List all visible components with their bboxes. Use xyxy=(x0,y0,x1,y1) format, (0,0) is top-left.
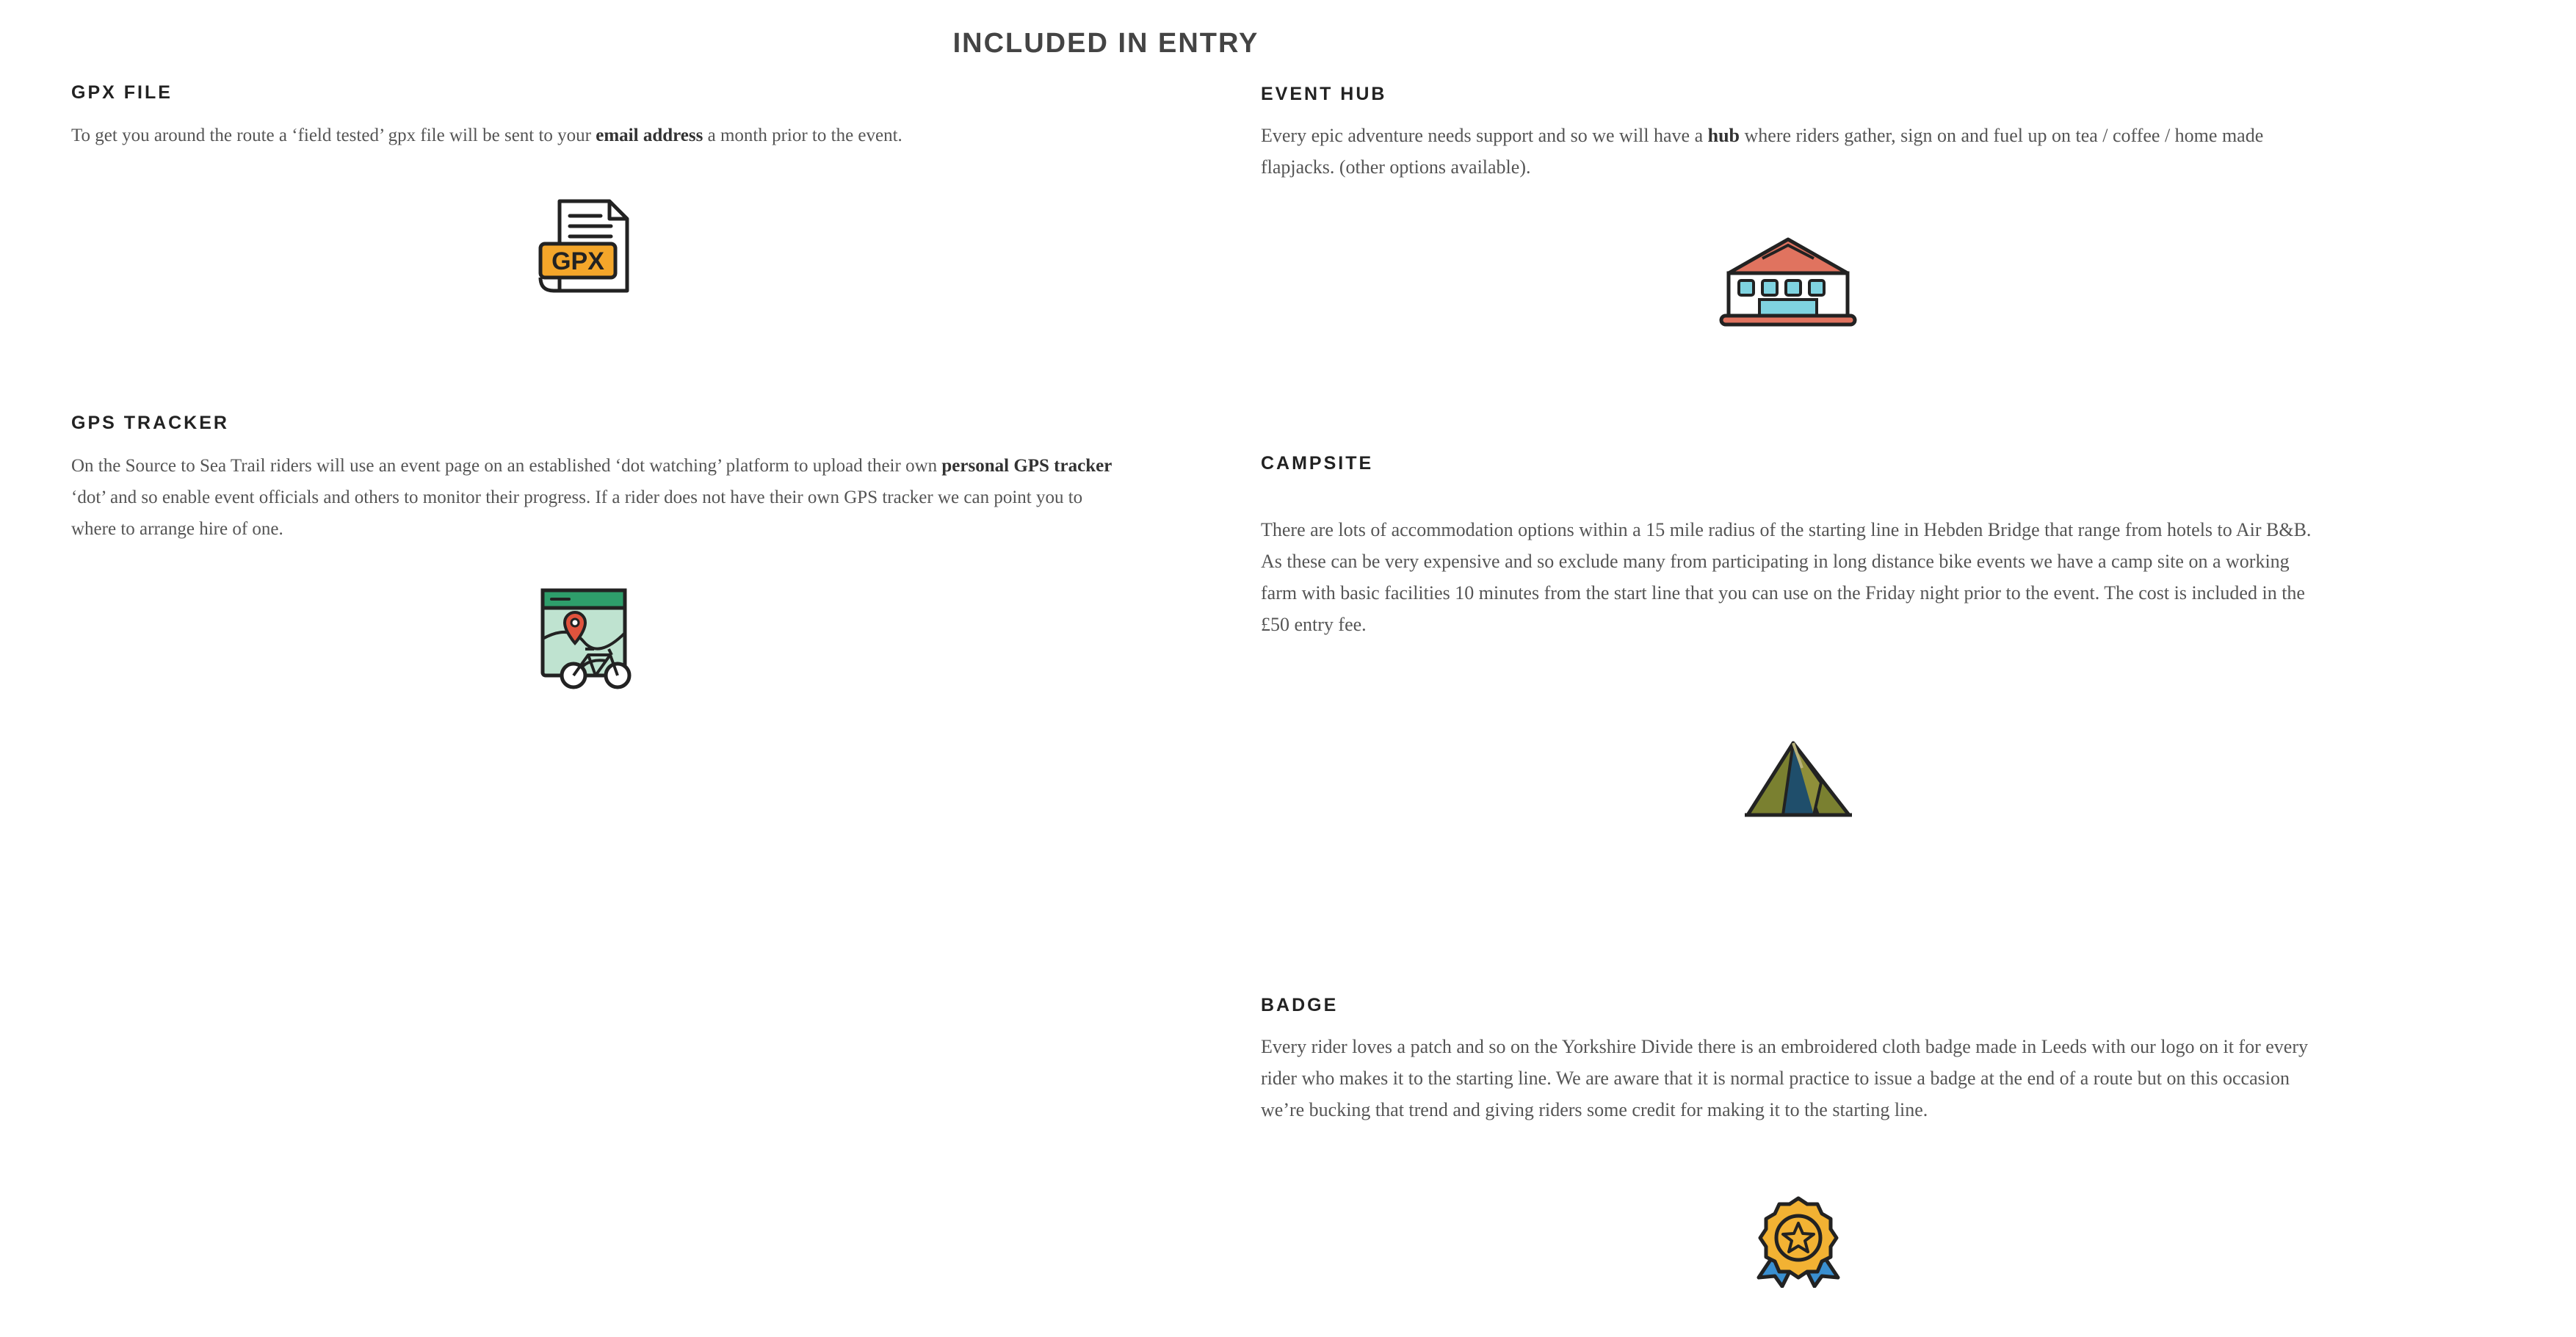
hub-emphasis: hub xyxy=(1707,125,1740,146)
badge-icon xyxy=(1753,1195,1844,1288)
email-address-emphasis: email address xyxy=(596,126,703,145)
gps-tracker-text: On the Source to Sea Trail riders will use an event page on an established ‘dot watching’ platform to upload their own personal GPS tracker ‘dot’ and so enable event officials and others to monitor their progress. If a rider does not have their own GPS tracker we can point you to where to arrange hire of one. xyxy=(71,456,1112,539)
gpx-icon-label: GPX xyxy=(551,247,604,275)
section-gpx-file xyxy=(71,82,1121,151)
gpx-file-icon xyxy=(538,198,630,295)
personal-gps-tracker-emphasis: personal GPS tracker xyxy=(941,456,1112,476)
page-title: INCLUDED IN ENTRY xyxy=(952,28,1259,59)
event-hub-heading: EVENT HUB xyxy=(1261,84,1387,104)
badge-text: Every rider loves a patch and so on the Yorkshire Divide there is an embroidered cloth badge made in Leeds with our logo on it for every rider who makes it to the starting line. We are aware that it is normal practice to issue a badge at the end of a route but on this occasion we’re bucking that trend and giving riders some credit for making it to the starting line. xyxy=(1261,1036,2308,1120)
map-bike-icon xyxy=(540,587,637,692)
event-hub-text: Every epic adventure needs support and so we will have a hub where riders gather, sign on and fuel up on tea / coffee / home made flapjacks. (other options available). xyxy=(1261,125,2264,178)
section-campsite xyxy=(1261,453,2326,640)
section-gps-tracker xyxy=(71,413,1114,545)
campsite-heading: CAMPSITE xyxy=(1261,453,1374,474)
tent-icon xyxy=(1745,739,1852,819)
section-badge xyxy=(1261,995,2333,1126)
gpx-file-text: To get you around the route a ‘field tested’ gpx file will be sent to your email address a month prior to the event. xyxy=(71,126,902,145)
badge-heading: BADGE xyxy=(1261,995,1339,1015)
building-icon xyxy=(1718,235,1858,329)
section-event-hub xyxy=(1261,84,2318,183)
gps-tracker-heading: GPS TRACKER xyxy=(71,413,229,433)
gpx-file-heading: GPX FILE xyxy=(71,82,173,103)
campsite-text: There are lots of accommodation options within a 15 mile radius of the starting line in Hebden Bridge that range from hotels to Air B&B. As these can be very expensive and so exclude many from participating in long distance bike events we have a camp site on a working farm with basic facilities 10 minutes from the start line that you can use on the Friday night prior to the event. The cost is included in the £50 entry fee. xyxy=(1261,519,2312,635)
